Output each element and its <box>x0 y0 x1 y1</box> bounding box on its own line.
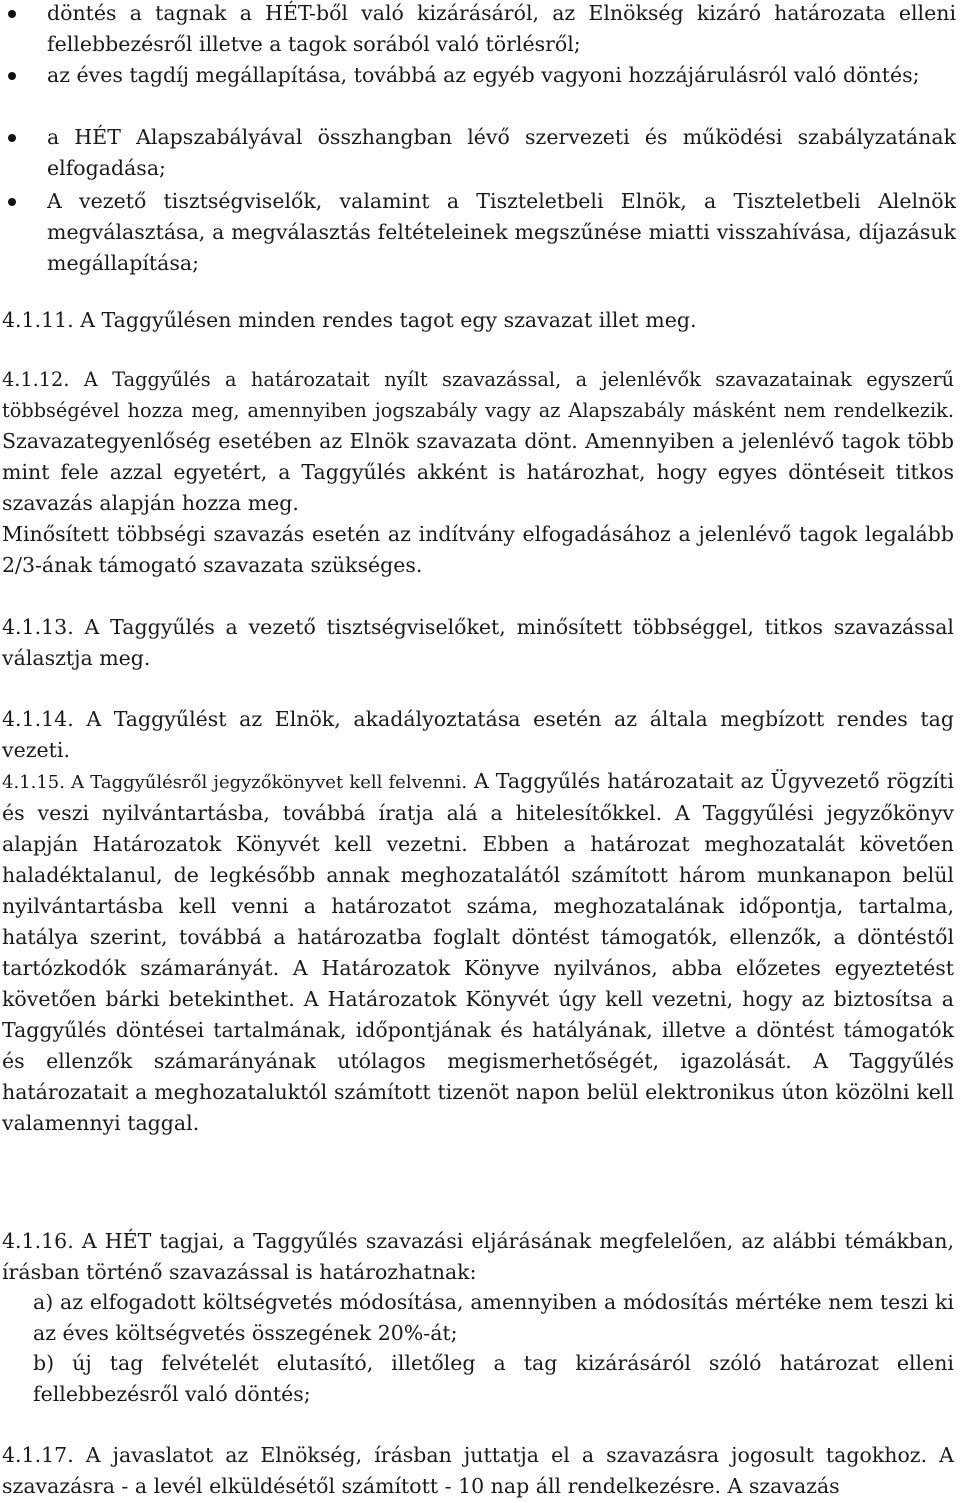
paragraph-4-1-14: 4.1.14. A Taggyűlést az Elnök, akadályoztatása esetén az általa megbízott rendes tag vezeti. <box>2 707 954 762</box>
paragraph-4-1-13: 4.1.13. A Taggyűlés a vezető tisztségviselőket, minősített többséggel, titkos szavazással választja meg. <box>2 615 954 670</box>
list-item-b-text: b) új tag felvételét elutasító, illetőleg a tag kizárásáról szóló határozat elleni fellebbezésről való döntés; <box>33 1351 954 1406</box>
paragraph-4-1-15-part-b: A Taggyűlés határozatait az Ügyvezető rögzíti és veszi nyilvántartásba, továbbá íratja alá a hitelesítőkkel. A Taggyűlési jegyzőkönyv alapján Határozatok Könyvét kell vezetni. Ebben a határozat meghozatalát követően haladéktalanul, de legkésőbb annak meghozatalától számított három munkanapon belül nyilvántartásba kell venni a határozatot száma, meghozatalának időpontja, tartalma, hatálya szerint, továbbá a határozatba foglalt döntést támogatók, ellenzők, a döntéstől tartózkodók számarányát. A Határozatok Könyve nyilvános, abba előzetes egyeztetést követően bárki betekinthet. A Határozatok Könyvét úgy kell vezetni, hogy az biztosítsa a Taggyűlés döntései tartalmának, időpontjának és hatályának, illetve a döntést támogatók és ellenzők számarányának utólagos megismerhetőségét, igazolását. A Taggyűlés határozatait a meghozataluktól számított tizenöt napon belül elektronikus úton közölni kell valamennyi taggal. <box>2 769 954 1135</box>
bullet-item <box>0 186 960 279</box>
list-item-b <box>4 1348 954 1410</box>
paragraph-4-1-11: 4.1.11. A Taggyűlésen minden rendes tagot egy szavazat illet meg. <box>2 308 697 332</box>
paragraph-4-1-15 <box>2 766 954 1139</box>
bullet-text: A vezető tisztségviselők, valamint a Tiszteletbeli Elnök, a Tiszteletbeli Alelnök megválasztása, a megválasztás feltételeinek megszűnése miatti visszahívása, díjazásuk megállapítása; <box>47 189 956 275</box>
paragraph-4-1-12-part-a: 4.1.12. A Taggyűlés a határozatait nyílt szavazással, a jelenlévők szavazatainak egyszerű többségével hozza meg, amennyiben jogszabály vagy az Alapszabály másként nem rendelkezik. <box>2 368 954 422</box>
paragraph-4-1-12-part-c: Minősített többségi szavazás esetén az indítvány elfogadásához a jelenlévő tagok legalább 2/3-ának támogató szavazata szükséges. <box>2 522 954 577</box>
bullet-item <box>0 0 960 60</box>
bullet-icon <box>8 10 16 18</box>
paragraph-4-1-12 <box>2 364 954 581</box>
bullet-text: a HÉT Alapszabályával összhangban lévő szervezeti és működési szabályzatának elfogadása; <box>47 125 956 180</box>
bullet-icon <box>8 198 16 206</box>
paragraph-4-1-16: 4.1.16. A HÉT tagjai, a Taggyűlés szavazási eljárásának megfelelően, az alábbi témákban, írásban történő szavazással is határozhatnak: <box>2 1229 954 1284</box>
bullet-text: döntés a tagnak a HÉT-ből való kizárásáról, az Elnökség kizáró határozata elleni fellebbezésről illetve a tagok sorából való törlésről; <box>47 1 956 56</box>
paragraph-4-1-15-part-a: 4.1.15. A Taggyűlésről jegyzőkönyvet kell felvenni. <box>2 772 468 793</box>
list-item-a <box>4 1287 954 1349</box>
paragraph-4-1-17: 4.1.17. A javaslatot az Elnökség, írásban juttatja el a szavazásra jogosult tagokhoz. A szavazásra - a levél elküldésétől számított - 10 nap áll rendelkezésre. A szavazás <box>2 1443 954 1498</box>
list-item-a-text: a) az elfogadott költségvetés módosítása, amennyiben a módosítás mértéke nem teszi ki az éves költségvetés összegének 20%-át; <box>33 1290 954 1345</box>
paragraph-4-1-12-part-b: Szavazategyenlőség esetében az Elnök szavazata dönt. Amennyiben a jelenlévő tagok több mint fele azzal egyetért, a Taggyűlés akként is határozhat, hogy egyes döntéseit titkos szavazás alapján hozza meg. <box>2 429 954 515</box>
bullet-text: az éves tagdíj megállapítása, továbbá az egyéb vagyoni hozzájárulásról való döntés; <box>47 63 920 87</box>
bullet-icon <box>8 72 16 80</box>
bullet-item <box>0 60 960 91</box>
bullet-icon <box>8 134 16 142</box>
bullet-item <box>0 122 960 184</box>
